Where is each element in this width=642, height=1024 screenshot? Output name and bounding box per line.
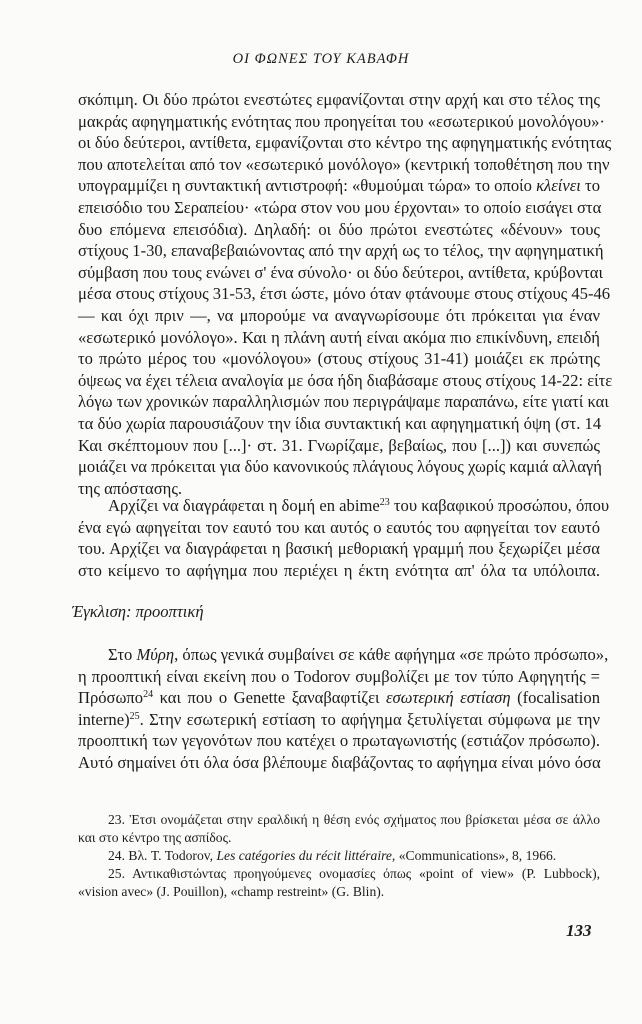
italic-text: κλείνει	[536, 176, 581, 196]
text-segment: λόγω των χρονικών παραλληλισμών που περιγράψαμε παραπάνω, είτε γιατί και	[78, 392, 609, 412]
page-number: 133	[566, 921, 592, 940]
text-segment: ένα εγώ αφηγείται τον εαυτό του και αυτός ο εαυτός του αφηγείται τον εαυτό	[78, 517, 600, 537]
text-segment: μέσα στους στίχους 31-53, έτσι ώστε, μόνο όταν φτάνουμε στους στίχους 45-46	[78, 284, 611, 304]
text-segment: 23. Ἐτσι ονομάζεται στην εραλδική η θέση ενός σχήματος που βρίσκεται μέσα σε άλλο	[108, 812, 600, 827]
paragraph-1	[78, 89, 613, 499]
text-segment: μακράς αφηγηματικής ενότητας που προηγείται του «εσωτερικού μονολόγου»·	[78, 111, 605, 131]
text-segment: (focalisation	[510, 688, 600, 708]
footnote-line	[78, 847, 600, 865]
text-line	[78, 730, 600, 752]
text-line	[78, 666, 600, 688]
text-line	[78, 644, 609, 666]
text-segment: της απόστασης.	[78, 478, 183, 498]
text-segment: σκόπιμη. Οι δύο πρώτοι ενεστώτες εμφανίζονται στην αρχή και στο τέλος της	[78, 90, 600, 109]
text-segment: οι δύο δεύτεροι, αντίθετα, εμφανίζονται στο κέντρο της αφηγηματικής ενότητας	[78, 133, 612, 153]
text-line	[78, 456, 600, 478]
text-segment: του. Αρχίζει να διαγράφεται η βασική μεθοριακή γραμμή που ξεχωρίζει μέσα	[78, 539, 600, 559]
text-line	[78, 111, 605, 133]
text-segment: και που ο Genette ξαναβαφτίζει	[153, 688, 386, 708]
text-segment: προοπτική των γεγονότων που κατέχει ο πρωταγωνιστής (εστιάζον πρόσωπο).	[78, 731, 600, 751]
text-segment: «vision avec» (J. Pouillon), «champ restreint» (G. Blin).	[78, 884, 385, 899]
text-line	[78, 327, 600, 349]
text-segment: του καβαφικού προσώπου, όπου	[389, 496, 610, 515]
text-segment: όψεως να έχει τέλεια αναλογία με όσα ήδη διαβάσαμε στους στίχους 14-22: είτε	[78, 370, 613, 390]
text-segment: που αποτελείται από τον «εσωτερικό μονόλογο» (κεντρική τοποθέτηση που την	[78, 154, 610, 174]
text-line	[78, 219, 600, 241]
footnote-line	[78, 865, 600, 883]
footnote-line	[78, 883, 600, 901]
text-line	[78, 560, 600, 582]
text-line	[78, 89, 600, 111]
text-line	[78, 435, 600, 457]
section-heading: Έγκλιση: προοπτική	[72, 602, 204, 621]
text-line	[78, 175, 600, 197]
text-segment: το πρώτο μέρος του «μονόλογου» (στους στίχους 31-41) μοιάζει εκ πρώτης	[78, 349, 600, 369]
italic-text: εσωτερική εστίαση	[386, 688, 511, 708]
text-line	[78, 240, 604, 262]
text-segment: δυο επόμενα επεισόδια). Δηλαδή: οι δύο πρώτοι ενεστώτες «δένουν» τους	[78, 219, 600, 239]
text-line	[78, 283, 611, 305]
text-segment: Στο	[108, 645, 137, 664]
text-line	[78, 709, 600, 731]
text-segment: «εσωτερικό μονόλογο». Και η πλάνη αυτή είναι ακόμα πιο επικίνδυνη, επειδή	[78, 327, 600, 347]
text-line	[78, 413, 600, 435]
text-segment: 24. Βλ. T. Todorov,	[108, 848, 217, 863]
text-line	[78, 687, 600, 709]
text-segment: Αυτό σημαίνει ότι όλα όσα βλέπουμε διαβάζοντας το αφήγημα είναι μόνο όσα	[78, 752, 601, 772]
text-line	[78, 154, 610, 176]
text-segment: Και σκέπτομουν που [...]· στ. 31. Γνωρίζαμε, βεβαίως, που [...]) και συνεπώς	[78, 435, 600, 455]
text-segment: στο κείμενο το αφήγημα που περιέχει η έκτη ενότητα απ' όλα τα υπόλοιπα.	[78, 560, 600, 580]
text-line	[78, 752, 600, 774]
text-segment: στίχους 1-30, επαναβεβαιώνοντας από την αρχή ως το τέλος, την αφηγηματική	[78, 241, 604, 261]
text-segment: και στο κέντρο της ασπίδος.	[78, 830, 232, 845]
text-line	[78, 132, 612, 154]
text-segment: το	[580, 176, 601, 196]
text-segment: η προοπτική είναι εκείνη που ο Todorov συμβολίζει με τον τύπο Αφηγητής =	[78, 666, 600, 686]
footnote-ref: 25	[129, 710, 140, 722]
text-segment: «Communications», 8, 1966.	[395, 848, 557, 863]
text-line	[78, 262, 603, 284]
paragraph-3	[78, 644, 609, 774]
footnote-ref: 23	[379, 497, 390, 508]
text-line	[78, 538, 600, 560]
text-segment: 25. Αντικαθιστώντας προηγούμενες ονομασίες όπως «point of view» (P. Lubbock),	[108, 866, 600, 881]
footnote-ref: 24	[143, 689, 154, 701]
text-segment: , όπως γενικά συμβαίνει σε κάθε αφήγημα «σε πρώτο πρόσωπο»,	[174, 645, 609, 664]
footnote-line	[78, 829, 600, 847]
running-head: ΟΙ ΦΩΝΕΣ ΤΟΥ ΚΑΒΑΦΗ	[232, 51, 410, 67]
text-segment: — και όχι πριν —, να μπορούμε να αναγνωρίσουμε ότι πρόκειται για έναν	[78, 305, 600, 325]
text-line	[78, 370, 613, 392]
text-segment: επεισόδιο του Σεραπείου· «τώρα στον νου μου έρχονται» το οποίο εισάγει στα	[78, 197, 602, 217]
text-line	[78, 305, 600, 327]
text-segment: τα δύο χωρία παρουσιάζουν την ίδια συντακτική και αφηγηματική όψη (στ. 14	[78, 413, 602, 433]
text-line	[78, 517, 600, 539]
text-segment: interne)	[78, 709, 130, 729]
text-segment: Αρχίζει να διαγράφεται η δομή en abime	[108, 496, 380, 515]
italic-text: Μύρη	[136, 645, 175, 664]
footnote-line	[78, 811, 600, 829]
text-segment: υπογραμμίζει η συντακτική αντιστροφή: «θυμούμαι τώρα» το οποίο	[78, 176, 537, 196]
footnotes	[78, 811, 600, 901]
text-segment: μοιάζει να πρόκειται για δύο κανονικούς πλάγιους λόγους χωρίς καμιά αλλαγή	[78, 457, 602, 477]
text-segment: σύμβαση που τους ενώνει σ' ένα σύνολο· οι δύο δεύτεροι, αντίθετα, κρύβονται	[78, 262, 603, 282]
text-line	[78, 495, 610, 517]
italic-text: Les catégories du récit littéraire,	[216, 848, 396, 863]
text-line	[78, 197, 600, 219]
text-line	[78, 348, 600, 370]
text-segment: . Στην εσωτερική εστίαση το αφήγημα ξετυλίγεται σύμφωνα με την	[139, 709, 600, 729]
text-segment: Πρόσωπο	[78, 688, 144, 708]
text-line	[78, 391, 609, 413]
paragraph-2	[78, 495, 610, 581]
